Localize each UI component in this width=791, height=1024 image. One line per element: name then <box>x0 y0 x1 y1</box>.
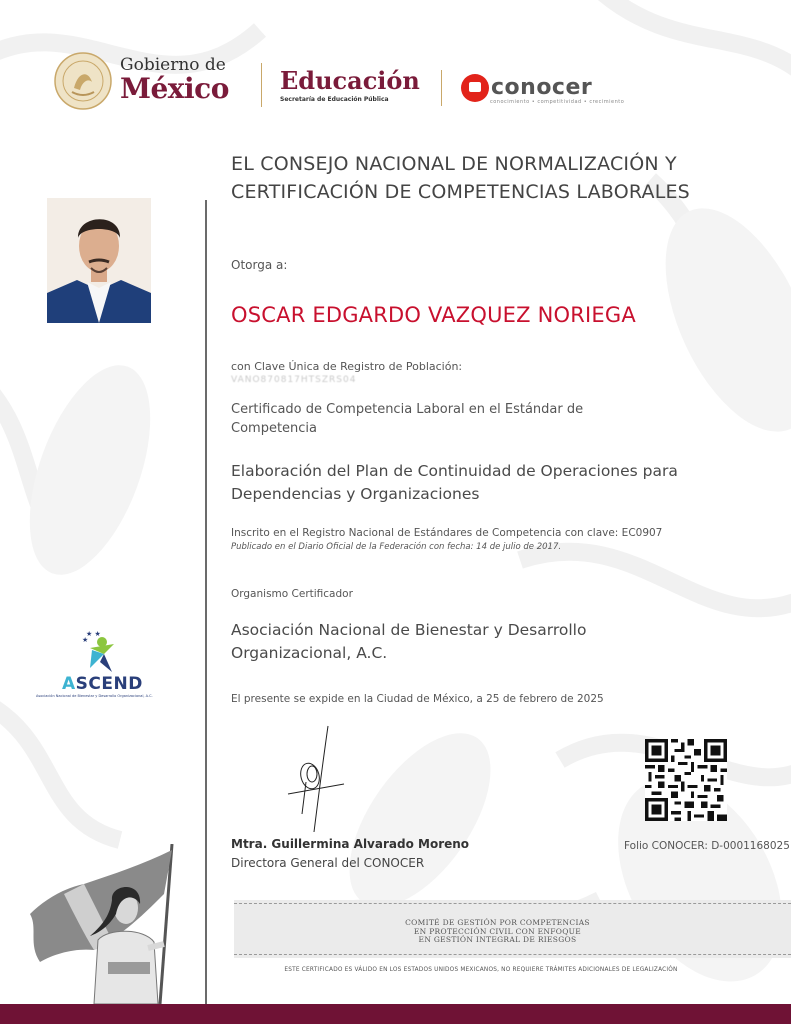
certifying-body-label: Organismo Certificador <box>231 588 353 600</box>
issuer-title: EL CONSEJO NACIONAL DE NORMALIZACIÓN Y CERTIFICACIÓN DE COMPETENCIAS LABORALES <box>231 153 690 203</box>
signer-title: Directora General del CONOCER <box>231 856 425 870</box>
band-border-bottom <box>234 954 791 955</box>
signer-name: Mtra. Guillermina Alvarado Moreno <box>231 837 470 851</box>
educacion-logo <box>280 68 420 103</box>
educacion-title: Educación <box>280 66 420 95</box>
validity-notice: ESTE CERTIFICADO ES VÁLIDO EN LOS ESTADOS UNIDOS MEXICANOS, NO REQUIERE TRÁMITES ADICIONALES DE LEGALIZACIÓN <box>284 967 678 973</box>
educacion-subtitle: Secretaría de Educación Pública <box>280 96 389 103</box>
conocer-tagline: conocimiento • competitividad • crecimiento <box>490 99 625 105</box>
vertical-divider <box>205 200 207 1004</box>
ascend-logo <box>36 628 166 702</box>
flag-woman-illustration <box>24 844 194 1004</box>
curp-label: con Clave Única de Registro de Población: <box>231 360 463 373</box>
band-border-top <box>234 903 791 904</box>
curp-value: VANO870817HTSZRS04 <box>231 375 357 385</box>
ascend-figure-icon <box>80 628 120 674</box>
certifying-body-name: Asociación Nacional de Bienestar y Desarrollo Organizacional, A.C. <box>231 621 587 662</box>
gobierno-de-mexico-logo <box>120 56 229 104</box>
conocer-logo <box>461 74 592 102</box>
mexico-seal-icon <box>54 52 112 110</box>
issue-place-date: El presente se expide en la Ciudad de México, a 25 de febrero de 2025 <box>231 693 604 705</box>
publication-info: Publicado en el Diario Oficial de la Federación con fecha: 14 de julio de 2017. <box>231 542 562 552</box>
recipient-photo <box>47 198 151 323</box>
otorga-label: Otorga a: <box>231 258 288 272</box>
registry-info: Inscrito en el Registro Nacional de Estándares de Competencia con clave: EC0907 <box>231 527 663 539</box>
header-divider <box>261 63 262 107</box>
standard-name: Elaboración del Plan de Continuidad de Operaciones para Dependencias y Organizaciones <box>231 462 678 503</box>
signature <box>284 724 364 834</box>
committee-band <box>234 900 791 958</box>
ascend-subtitle: Asociación Nacional de Bienestar y Desarrollo Organizacional, A.C. <box>36 694 153 698</box>
certificate-type: Certificado de Competencia Laboral en el Estándar de Competencia <box>231 402 584 436</box>
committee-text: COMITÉ DE GESTIÓN POR COMPETENCIAS EN PROTECCIÓN CIVIL CON ENFOQUE EN GESTIÓN INTEGRAL DE RIESGOS <box>405 918 590 944</box>
ascend-wordmark: ASCEND <box>62 674 143 694</box>
header-divider <box>441 70 442 106</box>
conocer-wordmark: conocer <box>491 75 593 100</box>
qr-code[interactable] <box>645 739 727 821</box>
folio-number: Folio CONOCER: D-0001168025 <box>624 840 790 852</box>
gobierno-line1: Gobierno de <box>120 55 226 75</box>
gobierno-line2: México <box>120 72 229 105</box>
svg-text:★ ★: ★ ★ <box>86 630 101 638</box>
conocer-logo-icon <box>461 74 489 102</box>
footer-bar <box>0 1004 791 1024</box>
recipient-name: OSCAR EDGARDO VAZQUEZ NORIEGA <box>231 303 636 327</box>
svg-text:★: ★ <box>82 636 89 644</box>
